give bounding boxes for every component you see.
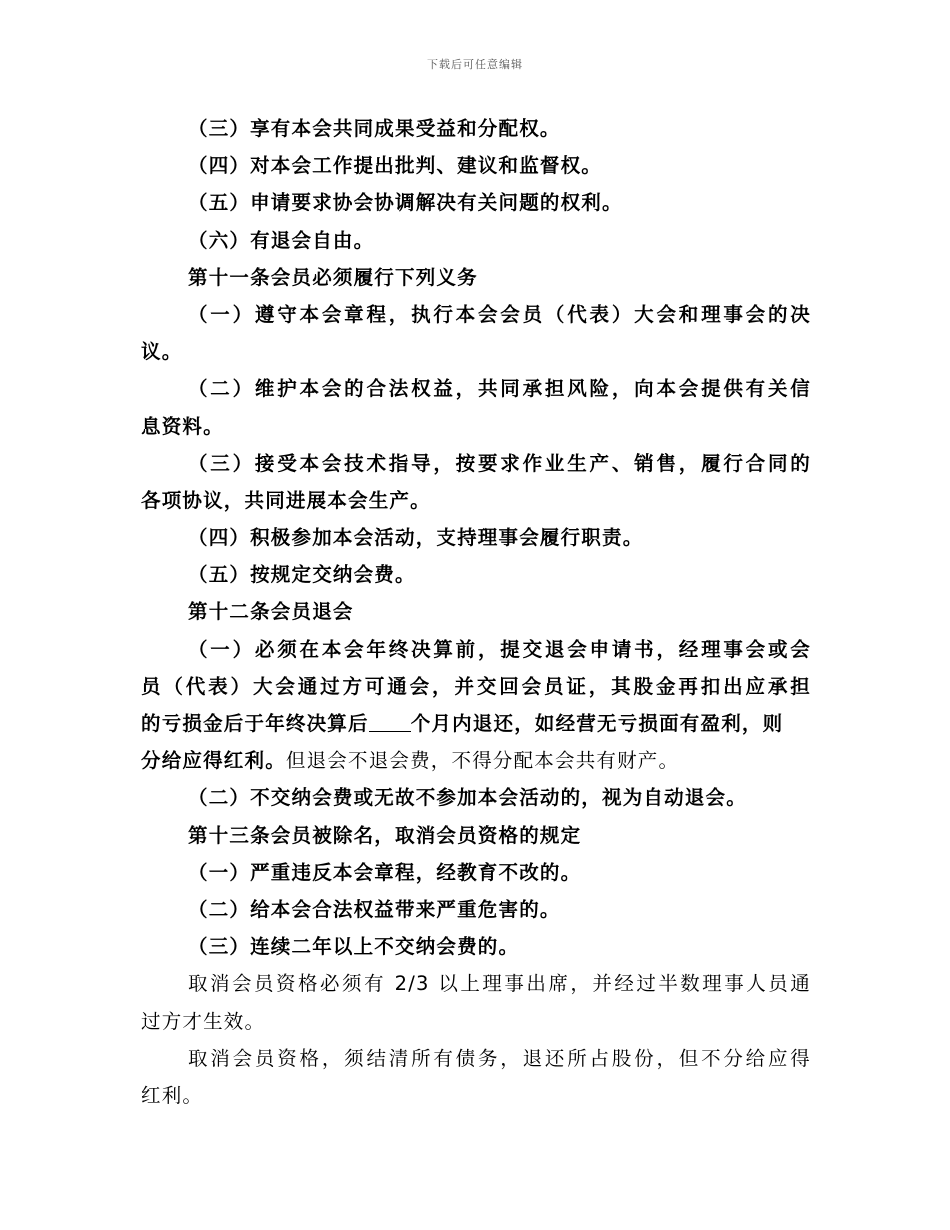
months-blank — [369, 711, 411, 732]
duty-4: （四）积极参加本会活动，支持理事会履行职责。 — [188, 526, 644, 550]
article-11-heading: 第十一条会员必须履行下列义务 — [188, 265, 478, 289]
removal-1: （一）严重违反本会章程，经教育不改的。 — [188, 860, 582, 884]
duty-3-line-2: 各项协议，共同进展本会生产。 — [141, 488, 431, 512]
removal-note-2-line-2: 红利。 — [141, 1083, 204, 1107]
removal-note-1-line-1: 取消会员资格必须有 2/3 以上理事出席，并经过半数理事人员通 — [188, 972, 811, 996]
withdraw-1-line-4-part-b: 但退会不退会费，不得分配本会共有财产。 — [285, 749, 680, 773]
withdraw-1-line-1: （一）必须在本会年终决算前，提交退会申请书，经理事会或会 — [188, 637, 811, 661]
paragraph-right-4: （四）对本会工作提出批判、建议和监督权。 — [188, 154, 603, 178]
withdraw-1-line-4 — [141, 742, 811, 779]
removal-note-2-line-1: 取消会员资格，须结清所有债务，退还所占股份，但不分给应得 — [188, 1046, 811, 1070]
paragraph-right-3: （三）享有本会共同成果受益和分配权。 — [188, 117, 561, 140]
article-12-heading: 第十二条会员退会 — [188, 600, 354, 624]
withdraw-1-line-3-part-b: 个月内退还，如经营无亏损面有盈利，则 — [410, 712, 784, 735]
withdraw-1-line-2: 员（代表）大会通过方可通会，并交回会员证，其股金再扣出应承担 — [141, 674, 811, 698]
withdraw-2: （二）不交纳会费或无故不参加本会活动的，视为自动退会。 — [188, 786, 747, 810]
removal-2: （二）给本会合法权益带来严重危害的。 — [188, 897, 561, 921]
withdraw-1-line-3-part-a: 的亏损金后于年终决算后 — [141, 712, 369, 735]
page-header: 下载后可任意编辑 — [427, 58, 523, 71]
paragraph-right-5: （五）申请要求协会协调解决有关问题的权利。 — [188, 191, 623, 215]
duty-2-line-2: 息资料。 — [141, 414, 224, 438]
paragraph-right-6: （六）有退会自由。 — [188, 228, 375, 252]
article-13-heading: 第十三条会员被除名，取消会员资格的规定 — [188, 823, 582, 847]
withdraw-1-line-4-part-a: 分给应得红利。 — [141, 749, 286, 773]
duty-1-line-2: 议。 — [141, 340, 183, 364]
duty-1-line-1: （一）遵守本会章程，执行本会会员（代表）大会和理事会的决 — [188, 302, 811, 326]
duty-3-line-1: （三）接受本会技术指导，按要求作业生产、销售，履行合同的 — [188, 451, 811, 475]
duty-2-line-1: （二）维护本会的合法权益，共同承担风险，向本会提供有关信 — [188, 377, 811, 401]
removal-note-1-line-2: 过方才生效。 — [141, 1009, 266, 1033]
document-body — [141, 110, 811, 1114]
removal-3: （三）连续二年以上不交纳会费的。 — [188, 935, 520, 959]
duty-5: （五）按规定交纳会费。 — [188, 563, 416, 587]
withdraw-1-line-3 — [141, 705, 811, 742]
